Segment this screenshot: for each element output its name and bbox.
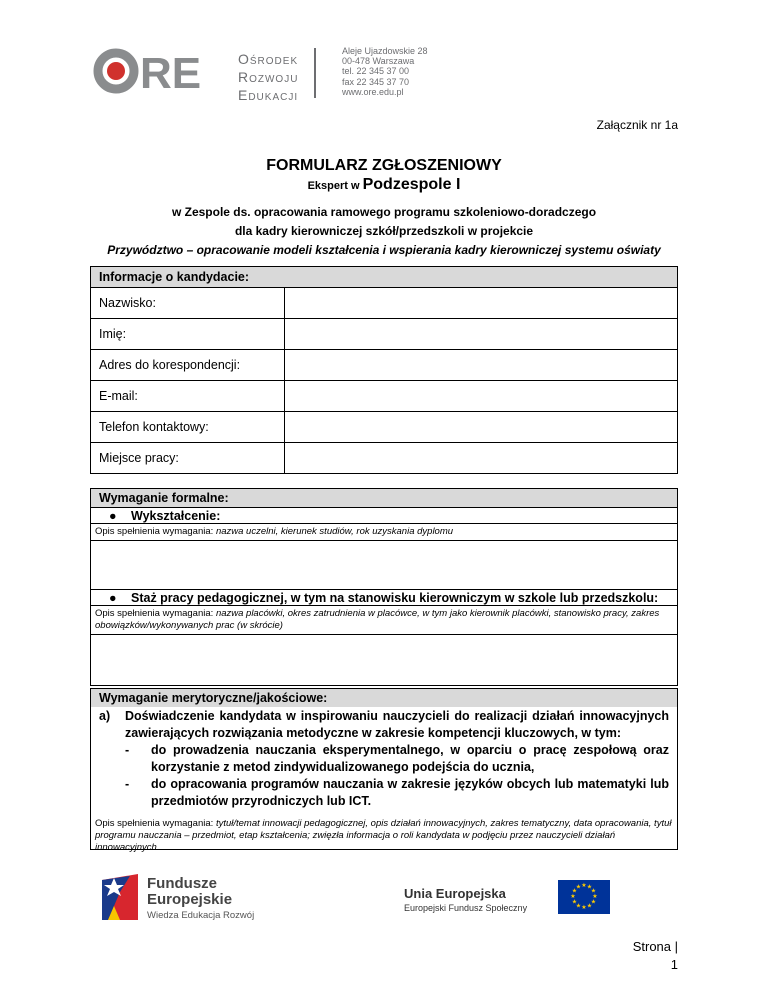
svg-text:★: ★ bbox=[581, 882, 587, 889]
expert-group: Podzespole I bbox=[362, 176, 461, 193]
merit-subitem bbox=[99, 776, 669, 810]
desc-text: nazwa placówki, okres zatrudnienia w placówce, w tym jako kierownik placówki, stanowisko pracy, zakres obowiązków/wykonywanych prac (w skrócie) bbox=[95, 608, 660, 631]
address-field[interactable] bbox=[285, 350, 678, 381]
workplace-field[interactable] bbox=[285, 443, 678, 474]
eu-flag-icon bbox=[558, 880, 610, 914]
institution-address bbox=[342, 46, 428, 97]
item-marker: a) bbox=[99, 709, 111, 723]
ore-logo-letters: RE bbox=[140, 49, 202, 96]
candidate-table bbox=[90, 266, 678, 474]
merit-body bbox=[91, 707, 677, 810]
expert-prefix: Ekspert w bbox=[307, 180, 360, 192]
page-number bbox=[633, 938, 678, 974]
education-title bbox=[91, 508, 677, 523]
merit-subitem-text: do prowadzenia nauczania eksperymentalnego, w oparciu o pracę zespołową oraz korzystanie z metod zindywidualizowanego podejścia do ucznia, bbox=[151, 743, 669, 774]
desc-text: nazwa uczelni, kierunek studiów, rok uzyskania dyplomu bbox=[215, 526, 454, 537]
page-value: 1 bbox=[670, 957, 678, 972]
merit-header: Wymaganie merytoryczne/jakościowe: bbox=[91, 689, 677, 707]
dash-marker: - bbox=[125, 743, 130, 757]
education-desc bbox=[91, 523, 677, 540]
subtitle-line: w Zespole ds. opracowania ramowego programu szkoleniowo-doradczego bbox=[171, 205, 597, 219]
desc-prefix: Opis spełnienia wymagania: bbox=[95, 818, 214, 829]
experience-desc bbox=[91, 605, 677, 634]
field-label: Telefon kontaktowy: bbox=[91, 412, 285, 443]
formal-header: Wymaganie formalne: bbox=[91, 489, 677, 508]
annex-label: Załącznik nr 1a bbox=[596, 118, 678, 132]
merit-requirement-box bbox=[90, 688, 678, 853]
merit-item-a bbox=[99, 708, 669, 742]
svg-text:★: ★ bbox=[570, 893, 576, 900]
institution-line: Edukacji bbox=[238, 87, 299, 103]
merit-desc bbox=[91, 816, 677, 856]
education-label: Wykształcenie: bbox=[131, 509, 221, 523]
candidate-header: Informacje o kandydacie: bbox=[91, 267, 678, 288]
svg-text:★: ★ bbox=[575, 883, 582, 891]
svg-text:★: ★ bbox=[571, 898, 578, 906]
address-line: www.ore.edu.pl bbox=[342, 86, 404, 97]
field-label: Miejsce pracy: bbox=[91, 443, 285, 474]
experience-title bbox=[91, 589, 677, 605]
address-line: fax 22 345 37 70 bbox=[342, 76, 410, 87]
svg-text:★: ★ bbox=[581, 904, 587, 911]
ore-logo-dot bbox=[107, 62, 125, 80]
fund-line: Fundusze bbox=[147, 875, 217, 892]
ore-logo bbox=[92, 46, 222, 96]
desc-prefix: Opis spełnienia wymagania: bbox=[95, 608, 214, 619]
eu-title: Unia Europejska bbox=[404, 886, 506, 901]
merit-subitem bbox=[99, 742, 669, 776]
page-label: Strona | bbox=[632, 939, 678, 954]
european-funds-logo bbox=[98, 872, 142, 922]
merit-item-a-text: Doświadczenie kandydata w inspirowaniu nauczycieli do realizacji działań innowacyjnych zawierających rozwiązania metodyczne w zakresie kompetencji kluczowych, w tym: bbox=[125, 709, 669, 740]
experience-answer-field[interactable] bbox=[91, 634, 677, 675]
field-label: Nazwisko: bbox=[91, 288, 285, 319]
experience-label: Staż pracy pedagogicznej, w tym na stanowisku kierowniczym w szkole lub przedszkolu: bbox=[131, 591, 659, 605]
address-line: 00-478 Warszawa bbox=[342, 56, 415, 67]
svg-text:★: ★ bbox=[590, 887, 597, 895]
formal-requirement-box bbox=[90, 488, 678, 686]
email-field[interactable] bbox=[285, 381, 678, 412]
field-label: Adres do korespondencji: bbox=[91, 350, 285, 381]
dash-marker: - bbox=[125, 777, 130, 791]
svg-text:★: ★ bbox=[592, 893, 598, 900]
address-line: Aleje Ujazdowskie 28 bbox=[342, 46, 428, 56]
education-answer-field[interactable] bbox=[91, 540, 677, 589]
desc-text: tytuł/temat innowacji pedagogicznej, opis działań innowacyjnych, zakres tematyczny, data opracowania, tytuł programu nauczania – przedmiot, etap kształcenia; zwięzła informacja o roli kandydata w podjęciu przez nauczycieli działań innowacyjnych. bbox=[95, 818, 672, 853]
address-line: tel. 22 345 37 00 bbox=[342, 66, 410, 77]
bullet-icon: ● bbox=[109, 509, 117, 523]
fund-tagline: Wiedza Edukacja Rozwój bbox=[147, 910, 255, 921]
svg-text:★: ★ bbox=[571, 887, 578, 895]
field-label: Imię: bbox=[91, 319, 285, 350]
field-label: E-mail: bbox=[91, 381, 285, 412]
svg-text:★: ★ bbox=[575, 902, 582, 910]
bullet-icon: ● bbox=[109, 591, 117, 605]
merit-subitem-text: do opracowania programów nauczania w zakresie języków obcych lub matematyki lub przedmiotów przyrodniczych lub ICT. bbox=[151, 777, 669, 808]
project-name: Przywództwo – opracowanie modeli kształcenia i wspierania kadry kierowniczej systemu oświaty bbox=[107, 243, 661, 257]
svg-text:★: ★ bbox=[586, 883, 593, 891]
header-divider bbox=[314, 48, 316, 98]
surname-field[interactable] bbox=[285, 288, 678, 319]
eu-subtitle: Europejski Fundusz Społeczny bbox=[404, 903, 528, 913]
svg-text:★: ★ bbox=[586, 902, 593, 910]
expert-line bbox=[0, 176, 768, 194]
institution-line: Ośrodek bbox=[238, 51, 299, 67]
first-name-field[interactable] bbox=[285, 319, 678, 350]
subtitle-line: dla kadry kierowniczej szkół/przedszkoli w projekcie bbox=[234, 224, 534, 238]
svg-text:★: ★ bbox=[590, 898, 597, 906]
institution-line: Rozwoju bbox=[238, 69, 299, 85]
institution-name bbox=[238, 50, 298, 104]
eu-text bbox=[404, 886, 527, 913]
form-title: FORMULARZ ZGŁOSZENIOWY bbox=[266, 157, 502, 174]
european-funds-text bbox=[147, 876, 254, 921]
phone-field[interactable] bbox=[285, 412, 678, 443]
desc-prefix: Opis spełnienia wymagania: bbox=[95, 526, 214, 537]
fund-line: Europejskie bbox=[147, 891, 233, 908]
